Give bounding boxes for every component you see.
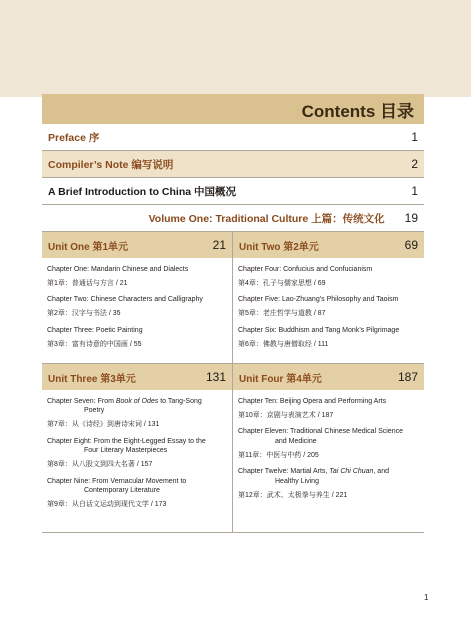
chapter-entry-en[interactable]: Chapter Five: Lao-Zhuang’s Philosophy and Taoism — [238, 296, 399, 304]
unit-one-header[interactable] — [42, 232, 232, 258]
chapter-text: Chapter Seven: From — [47, 398, 116, 405]
unit-three-page: 131 — [205, 370, 226, 384]
unit-four-chapters — [233, 390, 424, 500]
unit-one-page: 21 — [212, 238, 226, 252]
unit-two-page: 69 — [404, 238, 418, 252]
chapter-text-continued: Poetry — [84, 407, 105, 415]
contents-title: Contents 目录 — [301, 101, 414, 121]
chapter-entry-en[interactable] — [238, 427, 419, 446]
unit-four-title: Unit Four 第4单元 — [239, 373, 322, 385]
chapter-text-continued: Healthy Living — [275, 477, 319, 485]
chapter-text-continued: Contemporary Literature — [84, 487, 160, 495]
chapter-entry-en[interactable] — [238, 467, 419, 486]
chapter-entry-en[interactable]: Chapter Ten: Beijing Opera and Performing Arts — [238, 398, 387, 405]
page-number: 1 — [424, 593, 429, 602]
unit-three-header[interactable] — [42, 364, 232, 390]
volume-one-page: 19 — [404, 211, 418, 225]
compiler-note-label: Compiler’s Note 编写说明 — [48, 158, 174, 171]
units-row-1 — [42, 232, 424, 364]
introduction-page: 1 — [411, 184, 418, 198]
compiler-note-page: 2 — [411, 157, 418, 171]
chapter-entry-en[interactable]: Chapter Three: Poetic Painting — [47, 326, 143, 334]
unit-two-header[interactable] — [233, 232, 424, 258]
unit-two-title: Unit Two 第2单元 — [239, 241, 319, 253]
unit-four-header[interactable] — [233, 364, 424, 390]
volume-one-label: Volume One: Traditional Culture 上篇：传统文化 — [148, 212, 385, 225]
chapter-title-italic: Tai Chi Chuan — [329, 468, 374, 476]
toc-row-introduction[interactable] — [42, 178, 424, 205]
chapter-entry-en[interactable] — [47, 397, 227, 416]
chapter-entry-en[interactable] — [47, 437, 227, 456]
unit-three-section — [42, 364, 233, 533]
chapter-text: Chapter Eleven: Traditional Chinese Medical Science — [238, 428, 403, 436]
chapter-entry-cn[interactable]: 第6章：佛教与唐僧取经 / 111 — [238, 340, 329, 348]
toc-row-compiler-note[interactable] — [42, 151, 424, 178]
unit-two-chapters — [233, 258, 424, 349]
unit-one-section — [42, 232, 233, 363]
chapter-entry-cn[interactable]: 第9章：从白话文运动到现代文学 / 173 — [47, 501, 167, 509]
unit-four-section — [233, 364, 424, 533]
preface-label: Preface 序 — [48, 131, 100, 144]
chapter-entry-cn[interactable]: 第12章：武术、太极拳与养生 / 221 — [238, 491, 348, 499]
table-of-contents — [42, 94, 424, 533]
chapter-entry-cn[interactable]: 第7章：从《诗经》到唐诗宋词 / 131 — [47, 421, 160, 429]
chapter-entry-cn[interactable]: 第11章：中医与中药 / 205 — [238, 451, 319, 459]
chapter-entry-cn[interactable]: 第5章：老庄哲学与道教 / 87 — [238, 310, 326, 318]
chapter-text: Chapter Nine: From Vernacular Movement to — [47, 477, 187, 485]
top-color-band — [0, 0, 471, 97]
chapter-text-continued: and Medicine — [275, 437, 317, 445]
unit-three-chapters — [42, 390, 232, 509]
chapter-text: Chapter Twelve: Martial Arts, — [238, 468, 330, 476]
chapter-entry-en[interactable]: Chapter Six: Buddhism and Tang Monk’s Pilgrimage — [238, 326, 400, 334]
chapter-entry-cn[interactable]: 第1章：普通话与方言 / 21 — [47, 280, 128, 287]
chapter-entry-cn[interactable]: 第10章：京剧与表演艺术 / 187 — [238, 412, 334, 419]
unit-one-chapters — [42, 258, 232, 349]
chapter-entry-cn[interactable]: 第2章：汉字与书法 / 35 — [47, 310, 121, 318]
contents-title-bar — [42, 94, 424, 124]
chapter-entry-en[interactable]: Chapter Two: Chinese Characters and Calligraphy — [47, 296, 203, 304]
units-row-2 — [42, 364, 424, 533]
unit-four-page: 187 — [397, 370, 418, 384]
chapter-entry-en[interactable]: Chapter Four: Confucius and Confucianism — [238, 266, 373, 273]
introduction-label: A Brief Introduction to China 中国概况 — [48, 185, 237, 198]
chapter-text: to Tang-Song — [158, 398, 202, 405]
unit-two-section — [233, 232, 424, 363]
chapter-text: , and — [373, 468, 389, 476]
chapter-entry-cn[interactable]: 第8章：从八股文到四大名著 / 157 — [47, 461, 153, 469]
toc-row-volume-one[interactable] — [42, 205, 424, 232]
unit-three-title: Unit Three 第3单元 — [48, 373, 136, 385]
unit-one-title: Unit One 第1单元 — [48, 241, 129, 253]
chapter-entry-en[interactable]: Chapter One: Mandarin Chinese and Dialects — [47, 266, 189, 273]
chapter-entry-cn[interactable]: 第4章：孔子与儒家思想 / 69 — [238, 280, 326, 287]
chapter-text-continued: Four Literary Masterpieces — [84, 447, 168, 455]
chapter-entry-cn[interactable]: 第3章：富有诗意的中国画 / 55 — [47, 340, 142, 348]
toc-row-preface[interactable] — [42, 124, 424, 151]
chapter-text: Chapter Eight: From the Eight-Legged Essay to the — [47, 437, 206, 445]
chapter-title-italic: Book of Odes — [115, 398, 159, 405]
chapter-entry-en[interactable] — [47, 477, 227, 496]
preface-page: 1 — [411, 130, 418, 144]
